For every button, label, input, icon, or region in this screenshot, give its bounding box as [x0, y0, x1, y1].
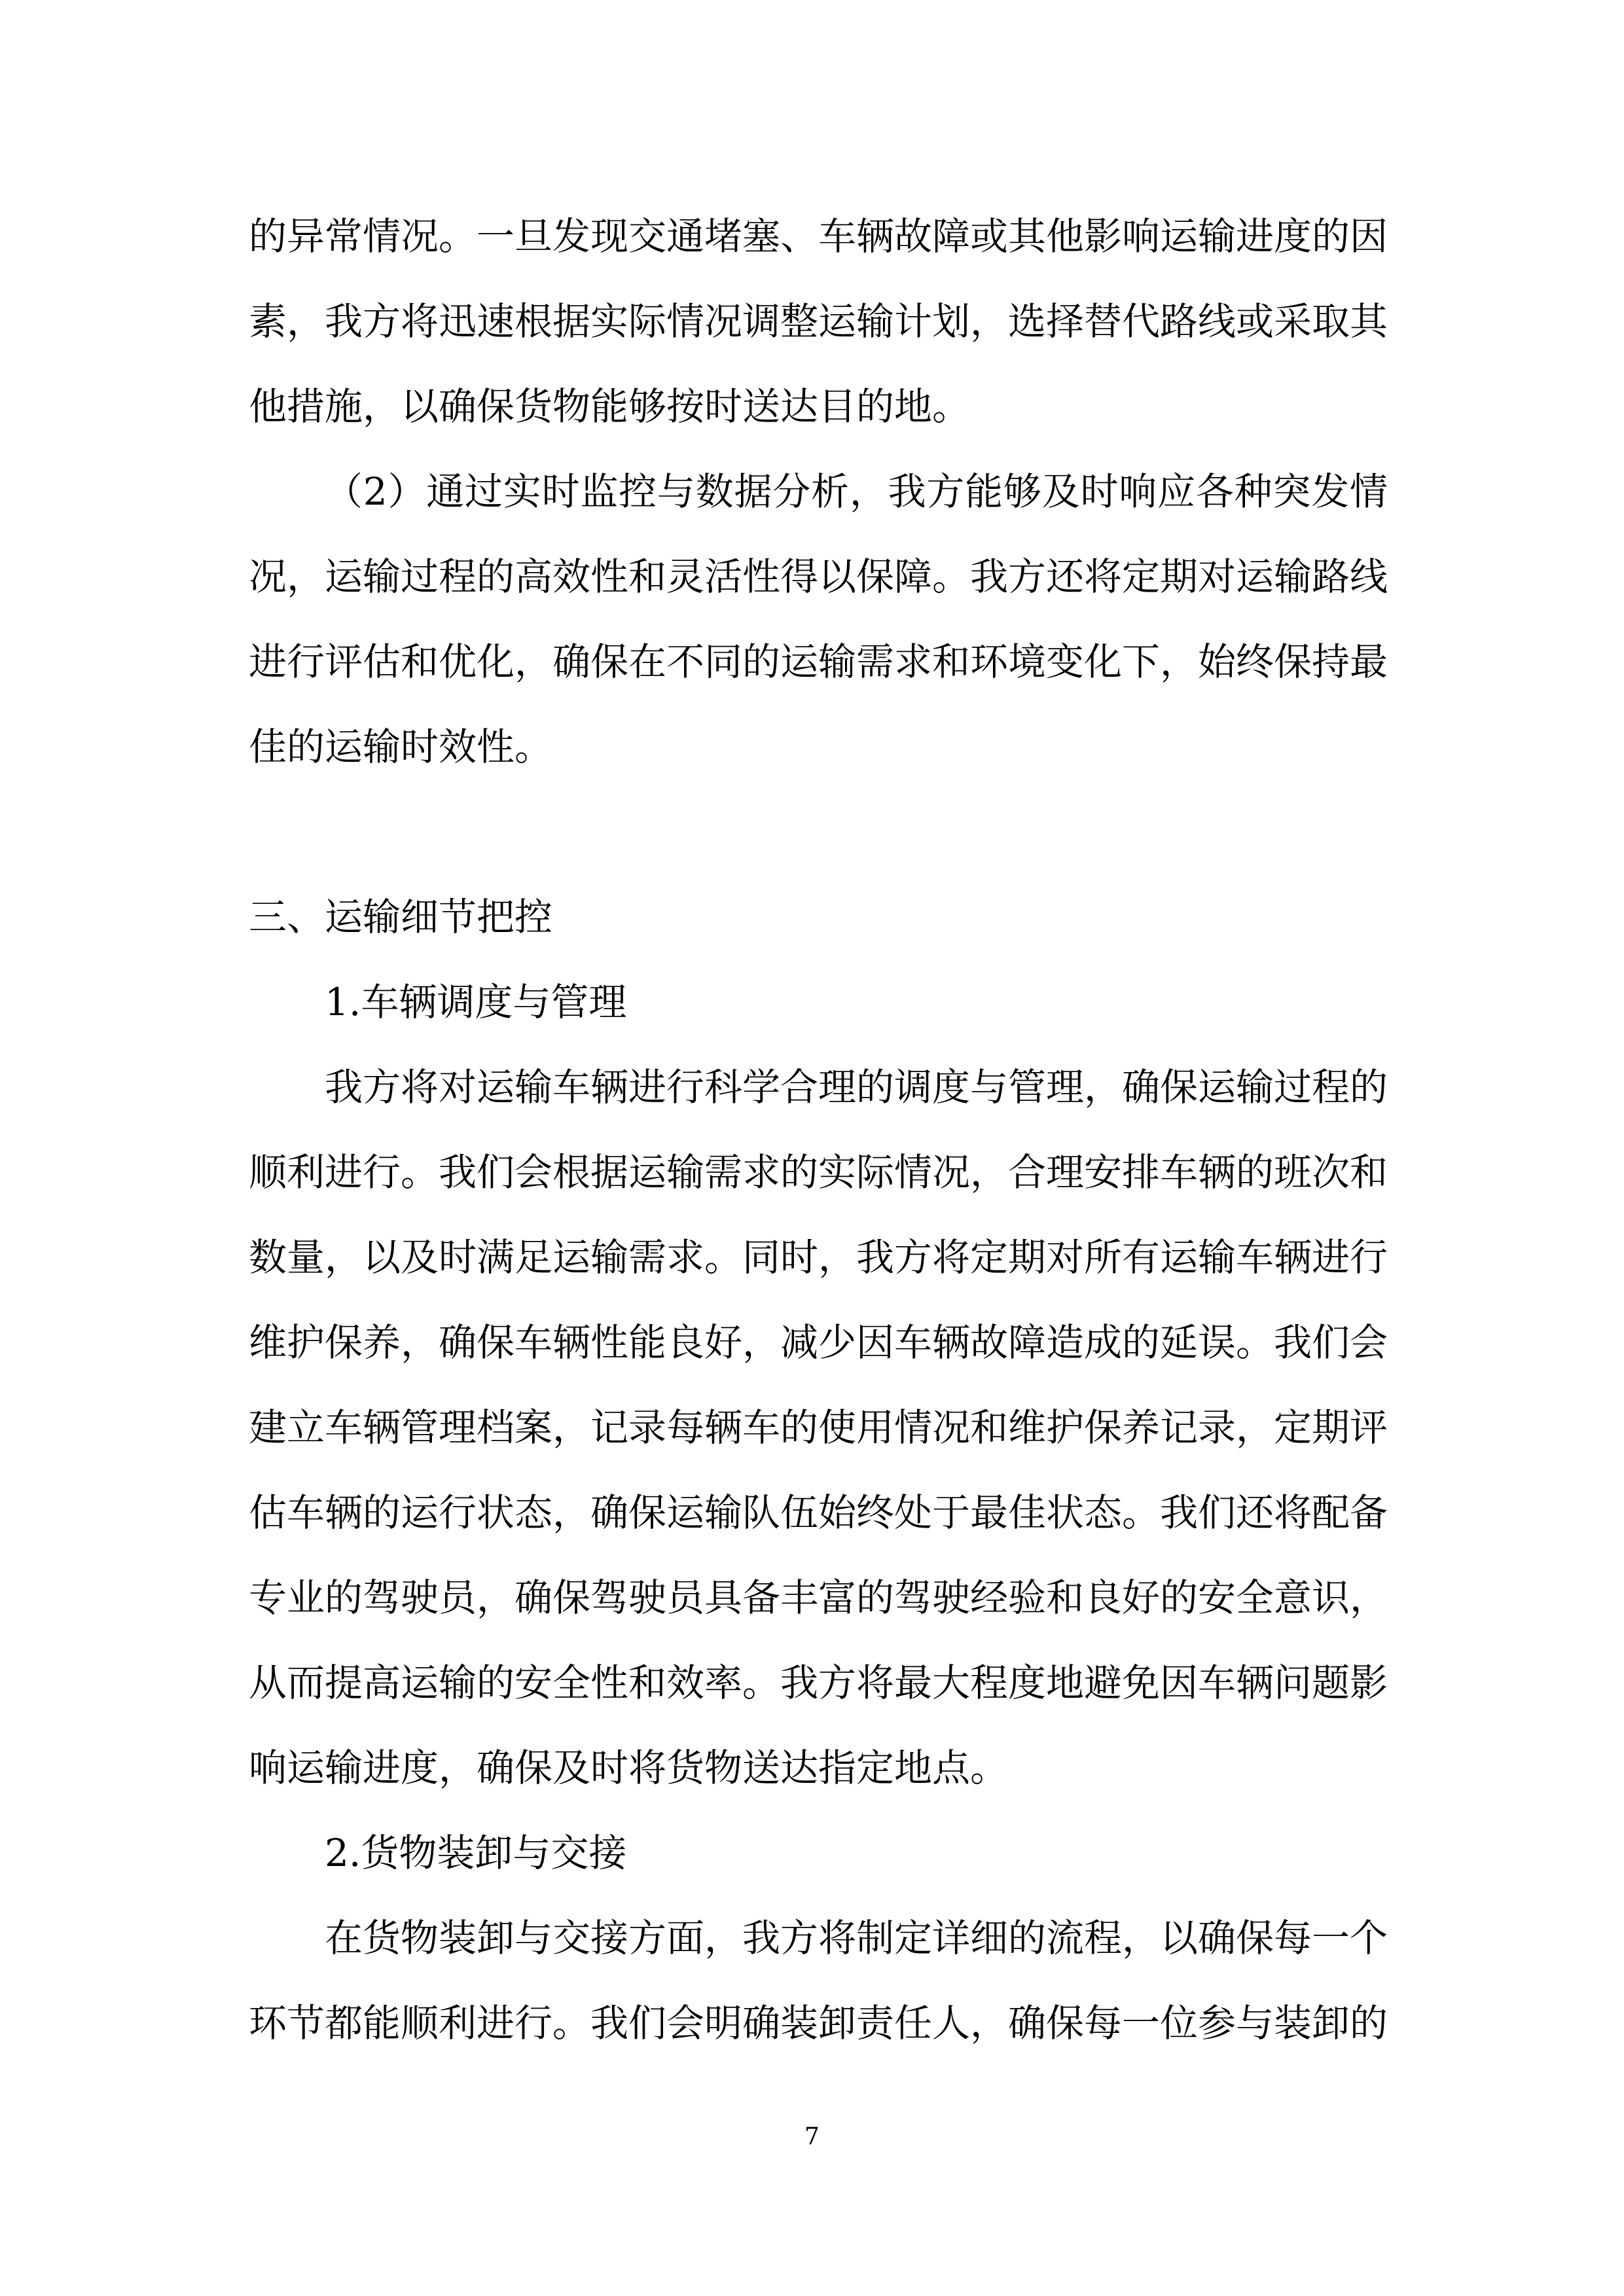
paragraph-cargo-handling: 在货物装卸与交接方面，我方将制定详细的流程，以确保每一个环节都能顺利进行。我们会明确装卸责任人，确保每一位参与装卸的: [249, 1916, 1388, 2045]
page-number: 7: [804, 2123, 820, 2150]
paragraph-point-2: （2）通过实时监控与数据分析，我方能够及时响应各种突发情况，运输过程的高效性和灵活性得以保障。我方还将定期对运输路线进行评估和优化，确保在不同的运输需求和环境变化下，始终保持最佳的运输时效性。: [249, 469, 1388, 769]
paragraph-vehicle-management: 我方将对运输车辆进行科学合理的调度与管理，确保运输过程的顺利进行。我们会根据运输需求的实际情况，合理安排车辆的班次和数量，以及时满足运输需求。同时，我方将定期对所有运输车辆进行维护保养，确保车辆性能良好，减少因车辆故障造成的延误。我们会建立车辆管理档案，记录每辆车的使用情况和维护保养记录，定期评估车辆的运行状态，确保运输队伍始终处于最佳状态。我们还将配备专业的驾驶员，确保驾驶员具备丰富的驾驶经验和良好的安全意识，从而提高运输的安全性和效率。我方将最大程度地避免因车辆问题影响运输进度，确保及时将货物送达指定地点。: [249, 1065, 1388, 1790]
section-gap: [249, 789, 1388, 874]
document-page: [249, 194, 1388, 2066]
paragraph-continuation: 的异常情况。一旦发现交通堵塞、车辆故障或其他影响运输进度的因素，我方将迅速根据实际情况调整运输计划，选择替代路线或采取其他措施，以确保货物能够按时送达目的地。: [249, 214, 1388, 429]
subsection-heading-cargo: 2.货物装卸与交接: [325, 1831, 627, 1875]
subsection-heading-vehicle: 1.车辆调度与管理: [325, 980, 627, 1024]
section-heading: 三、运输细节把控: [249, 895, 553, 939]
